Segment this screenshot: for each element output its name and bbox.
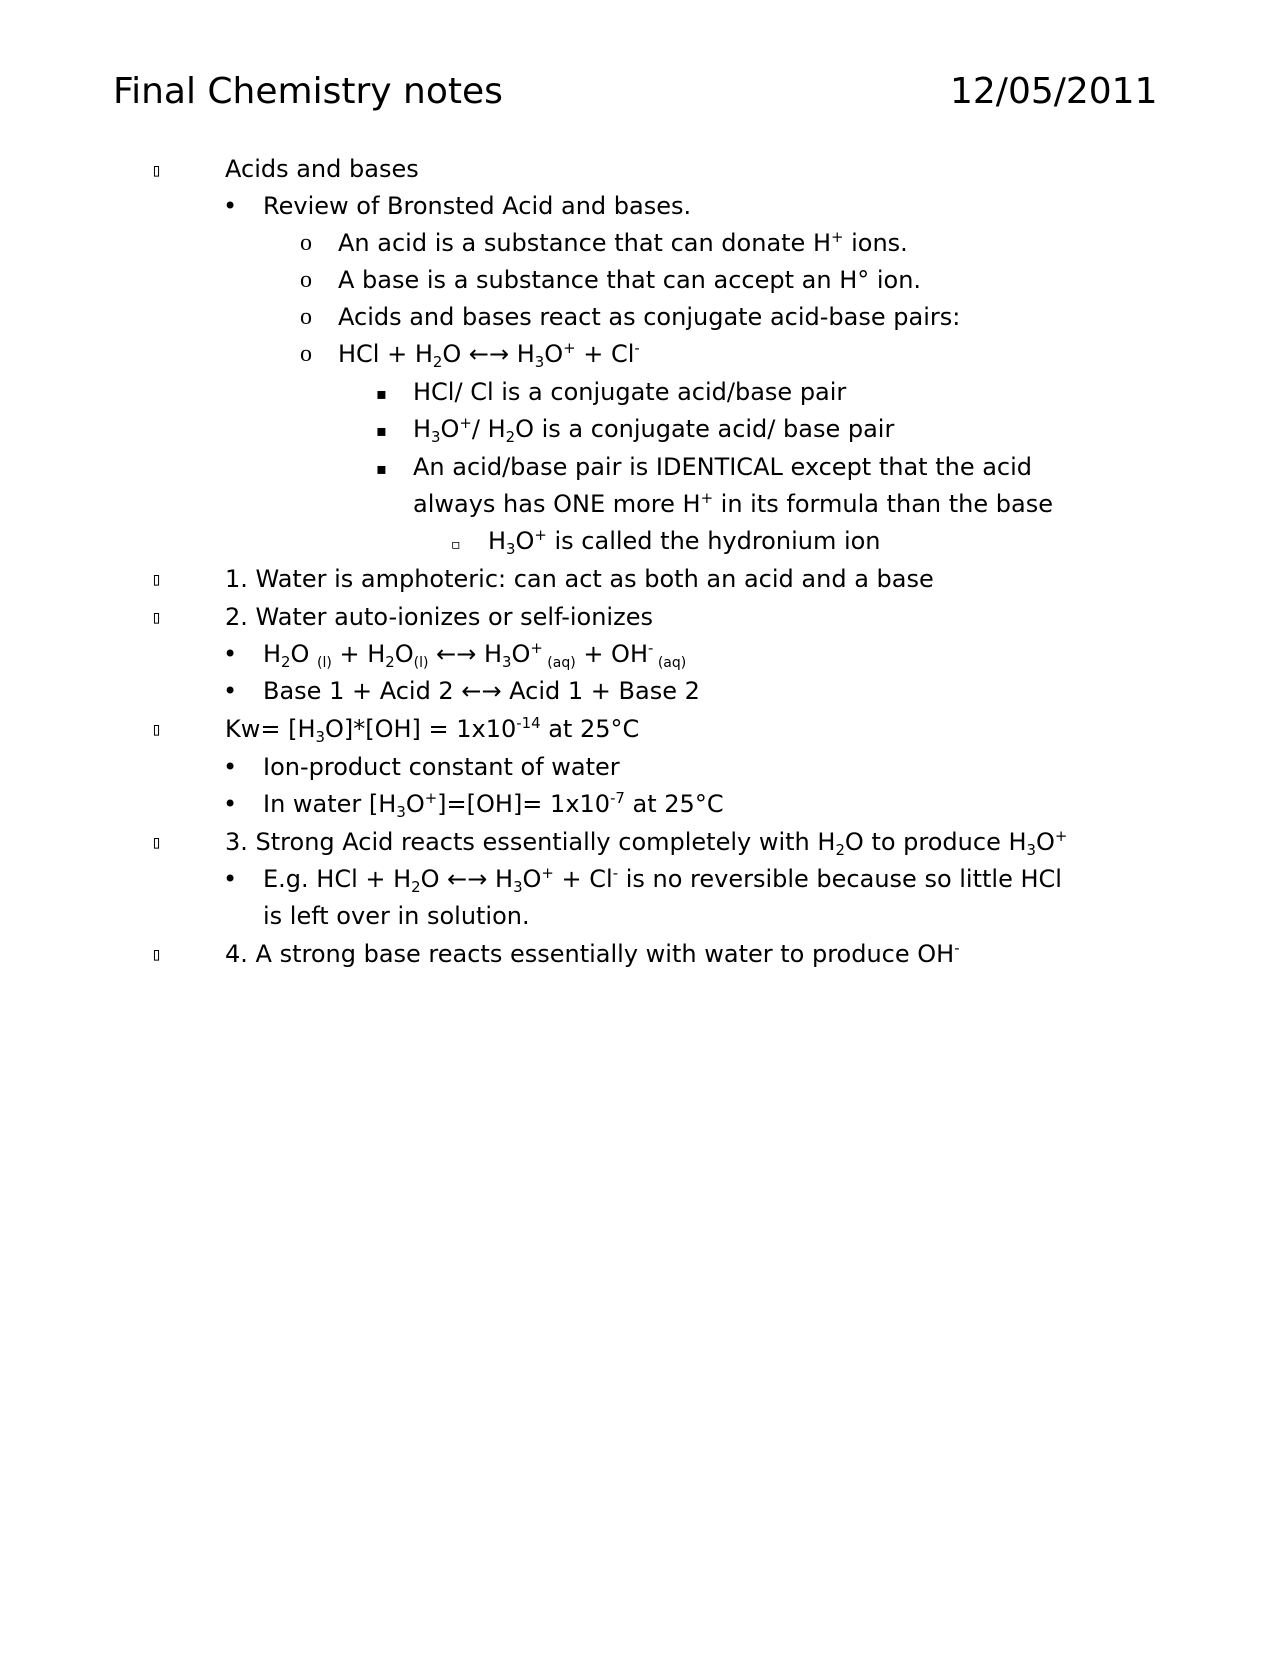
list-item: An acid/base pair is IDENTICAL except that the acid [413, 453, 1033, 481]
bullet-icon: • [223, 753, 238, 781]
list-item: An acid is a substance that can donate H+ ions. [338, 228, 908, 257]
circle-bullet-icon: o [300, 267, 312, 293]
list-item: Review of Bronsted Acid and bases. [263, 192, 692, 220]
list-item: Acids and bases react as conjugate acid-base pairs: [338, 303, 961, 331]
box-bullet-icon: ▯ [151, 569, 162, 590]
hollow-square-bullet-icon: ▫ [451, 537, 461, 553]
list-item: A base is a substance that can accept an H° ion. [338, 266, 922, 294]
topic-heading: Acids and bases [225, 155, 419, 183]
circle-bullet-icon: o [300, 304, 312, 330]
topic-heading: 1. Water is amphoteric: can act as both an acid and a base [225, 565, 934, 593]
box-bullet-icon: ▯ [151, 944, 162, 965]
topic-heading: 3. Strong Acid reacts essentially completely with $H_2O$ to produce $H_3O^+$ [225, 827, 1068, 860]
topic-heading: 2. Water auto-ionizes or self-ionizes [225, 603, 653, 631]
bullet-icon: • [223, 677, 238, 705]
list-item: E.g. HCl + $H_2O$ ←→ $H_3O^+ + Cl^-$ is no reversible because so little HCl [263, 864, 1062, 897]
equation: HCl + $H_2O$ ←→ $H_3O^+ + Cl^-$ [338, 339, 640, 372]
equation: $H_2O$ $_{(l)} + H_2O_{(l)}$ ←→ $H_3O^+$ $_{(aq)}$ + OH- $_{(aq)}$ [263, 639, 687, 672]
list-item-continuation: is left over in solution. [263, 902, 530, 930]
topic-heading: 4. A strong base reacts essentially with water to produce OH- [225, 939, 960, 968]
box-bullet-icon: ▯ [151, 832, 162, 853]
bullet-icon: • [223, 640, 238, 668]
bullet-icon: • [223, 865, 238, 893]
list-item: In water $[H_3O^+]=[OH]= 1x10^{-7}$ at 25°C [263, 789, 724, 822]
square-bullet-icon: ▪ [376, 459, 387, 478]
box-bullet-icon: ▯ [151, 607, 162, 628]
page-title: Final Chemistry notes [113, 71, 503, 112]
square-bullet-icon: ▪ [376, 421, 387, 440]
list-item: Ion-product constant of water [263, 753, 620, 781]
box-bullet-icon: ▯ [151, 719, 162, 740]
page-date: 12/05/2011 [950, 71, 1158, 112]
bullet-icon: • [223, 192, 238, 220]
box-bullet-icon: ▯ [151, 160, 162, 181]
bullet-icon: • [223, 790, 238, 818]
list-item: $H_3O^+/$ $H_2O$ is a conjugate acid/ base pair [413, 414, 895, 447]
equation: Base 1 + Acid 2 ←→ Acid 1 + Base 2 [263, 677, 700, 705]
circle-bullet-icon: o [300, 230, 312, 256]
list-item-continuation: always has ONE more H+ in its formula than the base [413, 489, 1053, 518]
list-item: $H_3O^+$ is called the hydronium ion [488, 526, 881, 559]
square-bullet-icon: ▪ [376, 384, 387, 403]
circle-bullet-icon: o [300, 341, 312, 367]
list-item: HCl/ Cl is a conjugate acid/base pair [413, 378, 847, 406]
topic-heading: $Kw= [H_3O]*[OH] = 1x10^{-14}$ at 25°C [225, 714, 640, 747]
